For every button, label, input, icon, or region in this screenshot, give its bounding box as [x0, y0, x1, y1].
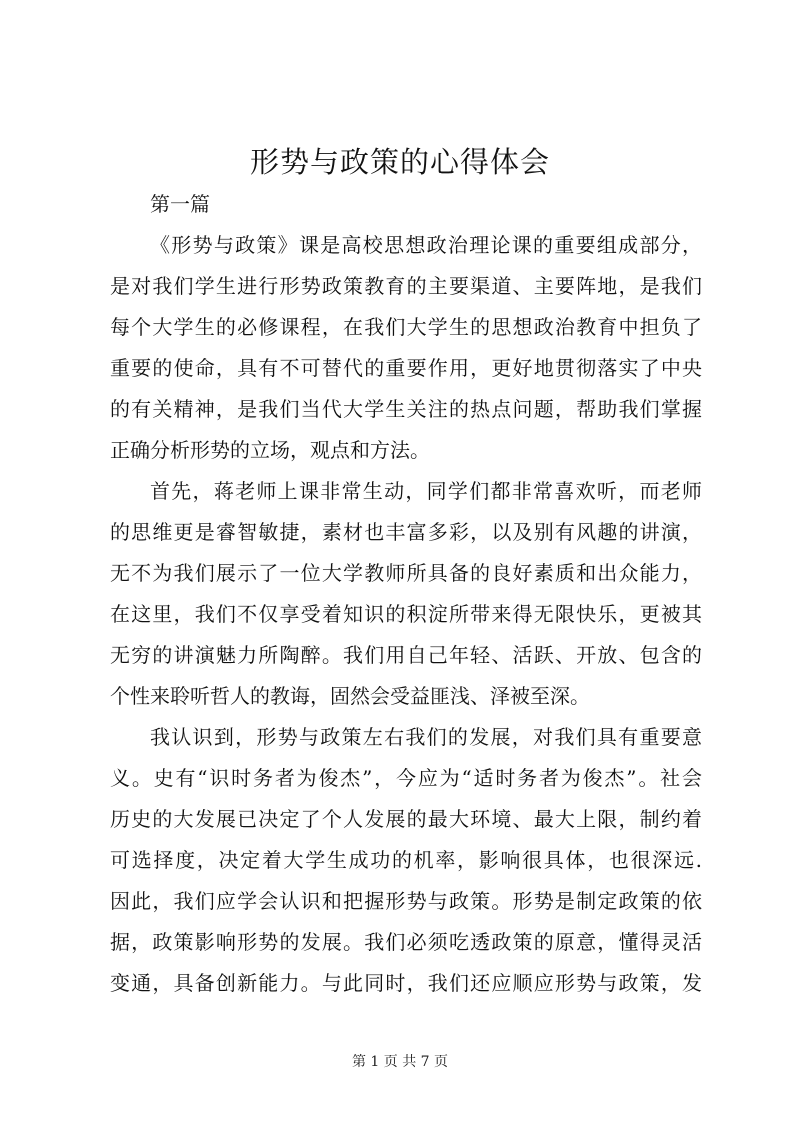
- paragraph-2: [110, 471, 702, 717]
- text-line: 的有关精神，是我们当代大学生关注的热点问题，帮助我们掌握: [110, 397, 702, 421]
- document-title: 形势与政策的心得体会: [249, 145, 550, 179]
- paragraph-1: [110, 225, 702, 471]
- text-line: 重要的使命，具有不可替代的重要作用，更好地贯彻落实了中央: [110, 356, 702, 380]
- text-line: 的思维更是睿智敏捷，素材也丰富多彩，以及别有风趣的讲演，: [110, 520, 702, 544]
- text-line: 在这里，我们不仅享受着知识的积淀所带来得无限快乐，更被其: [110, 602, 702, 626]
- text-line: 是对我们学生进行形势政策教育的主要渠道、主要阵地，是我们: [110, 274, 702, 298]
- text-line: 首先，蒋老师上课非常生动，同学们都非常喜欢听，而老师: [150, 479, 702, 503]
- text-line: 历史的大发展已决定了个人发展的最大环境、最大上限，制约着: [110, 807, 702, 831]
- section-heading: 第一篇: [150, 192, 210, 216]
- text-line: 无不为我们展示了一位大学教师所具备的良好素质和出众能力，: [110, 561, 702, 585]
- text-line: 每个大学生的必修课程，在我们大学生的思想政治教育中担负了: [110, 315, 702, 339]
- document-body: [110, 184, 702, 1004]
- text-line: 据，政策影响形势的发展。我们必须吃透政策的原意，懂得灵活: [110, 930, 702, 954]
- text-line: 可选择度，决定着大学生成功的机率，影响很具体，也很深远.: [110, 848, 702, 872]
- text-line: 无穷的讲演魅力所陶醉。我们用自己年轻、活跃、开放、包含的: [110, 643, 702, 667]
- text-line: 《形势与政策》课是高校思想政治理论课的重要组成部分，: [150, 233, 702, 257]
- text-line: 我认识到，形势与政策左右我们的发展，对我们具有重要意: [150, 725, 702, 749]
- text-line: 变通，具备创新能力。与此同时，我们还应顺应形势与政策，发: [110, 971, 702, 995]
- text-line: 正确分析形势的立场，观点和方法。: [110, 438, 430, 462]
- text-line: 因此，我们应学会认识和把握形势与政策。形势是制定政策的依: [110, 889, 702, 913]
- text-line: 个性来聆听哲人的教诲，固然会受益匪浅、泽被至深。: [110, 684, 590, 708]
- text-line: 义。史有“识时务者为俊杰”，今应为“适时务者为俊杰”。社会: [110, 766, 702, 790]
- paragraph-3: [110, 717, 702, 1004]
- page-footer: 第 1 页 共 7 页: [351, 1054, 449, 1070]
